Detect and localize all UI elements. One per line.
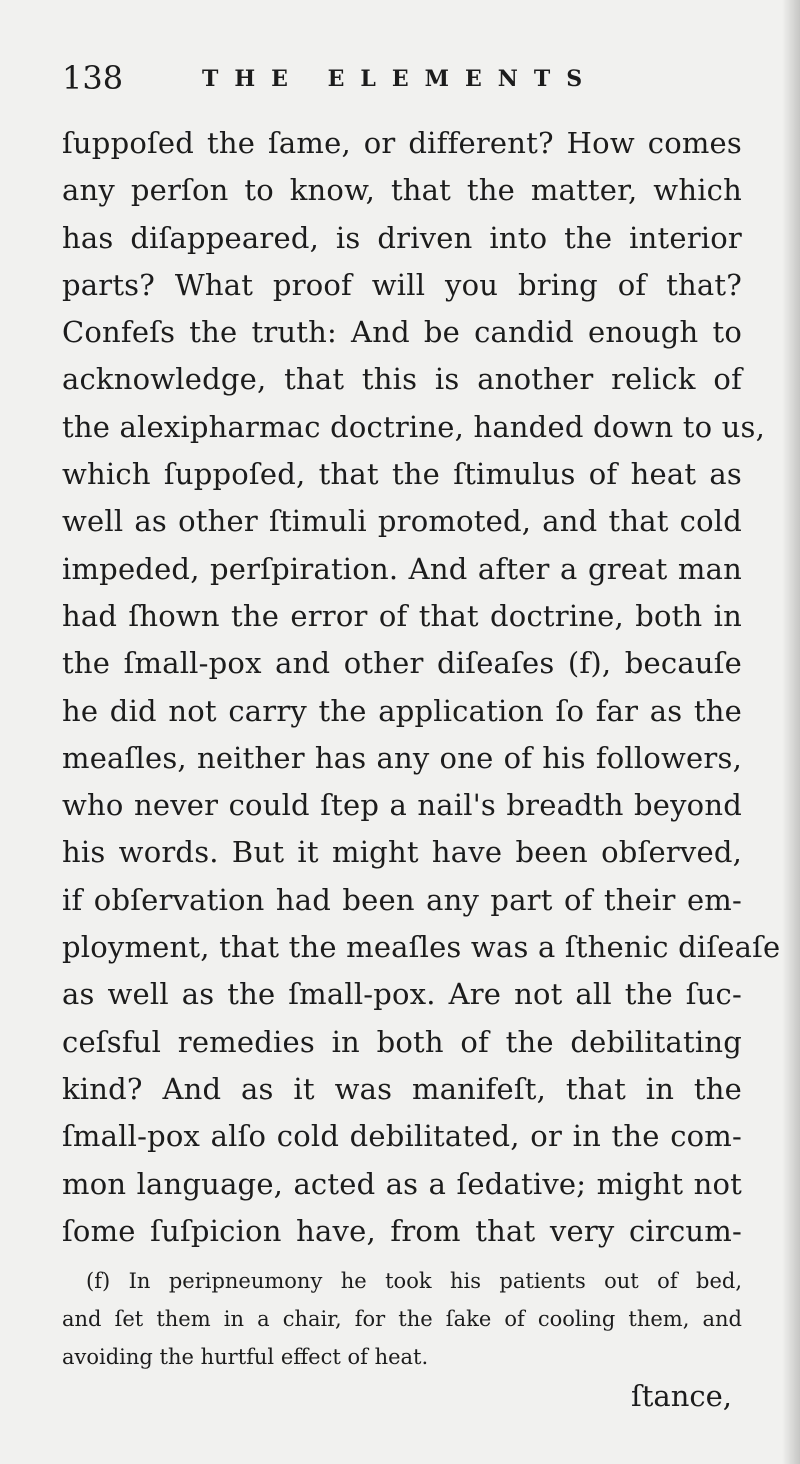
text-line: meaſles, neither has any one of his followers,	[62, 740, 742, 775]
page-header	[62, 58, 742, 102]
footnote-line: (f) In peripneumony he took his patients out of bed,	[86, 1269, 742, 1293]
text-line: parts? What proof will you bring of that?	[62, 267, 742, 302]
text-line: as well as the ſmall-pox. Are not all the ſuc-	[62, 977, 742, 1012]
text-line: had ſhown the error of that doctrine, both in	[62, 598, 742, 633]
text-line: acknowledge, that this is another relick of	[62, 362, 742, 397]
text-line: mon language, acted as a ſedative; might not	[62, 1166, 742, 1201]
text-line: he did not carry the application ſo far as the	[62, 693, 742, 728]
body-text	[62, 120, 781, 1255]
text-line: ceſsful remedies in both of the debilitating	[62, 1024, 742, 1059]
text-line: has diſappeared, is driven into the interior	[62, 220, 742, 255]
text-line: ſome ſuſpicion have, from that very circum-	[62, 1213, 742, 1248]
catchword: ſtance,	[631, 1379, 732, 1413]
text-line: his words. But it might have been obſerved,	[62, 835, 742, 870]
text-line: impeded, perſpiration. And after a great man	[62, 551, 742, 586]
text-line: ſmall-pox alſo cold debilitated, or in the com-	[62, 1119, 742, 1154]
footnote-line: and ſet them in a chair, for the ſake of cooling them, and	[62, 1307, 742, 1331]
running-head: THE ELEMENTS	[202, 66, 599, 92]
text-line: well as other ſtimuli promoted, and that cold	[62, 504, 742, 539]
footnote-line: avoiding the hurtful effect of heat.	[62, 1345, 429, 1369]
text-line: if obſervation had been any part of their em-	[62, 882, 742, 917]
text-line: the alexipharmac doctrine, handed down to us,	[62, 409, 766, 444]
text-line: which ſuppoſed, that the ſtimulus of heat as	[62, 457, 742, 492]
text-line: ployment, that the meaſles was a ſthenic diſeaſe	[62, 930, 781, 965]
text-line: kind? And as it was manifeſt, that in the	[62, 1071, 742, 1106]
text-line: who never could ſtep a nail's breadth beyond	[62, 788, 742, 823]
footnote	[62, 1262, 742, 1376]
text-line: the ſmall-pox and other diſeaſes (f), becauſe	[62, 646, 742, 681]
text-line: ſuppoſed the ſame, or different? How comes	[62, 126, 742, 160]
text-line: Confeſs the truth: And be candid enough to	[62, 315, 742, 350]
text-line: any perſon to know, that the matter, which	[62, 173, 742, 208]
page-number: 138	[62, 59, 124, 97]
